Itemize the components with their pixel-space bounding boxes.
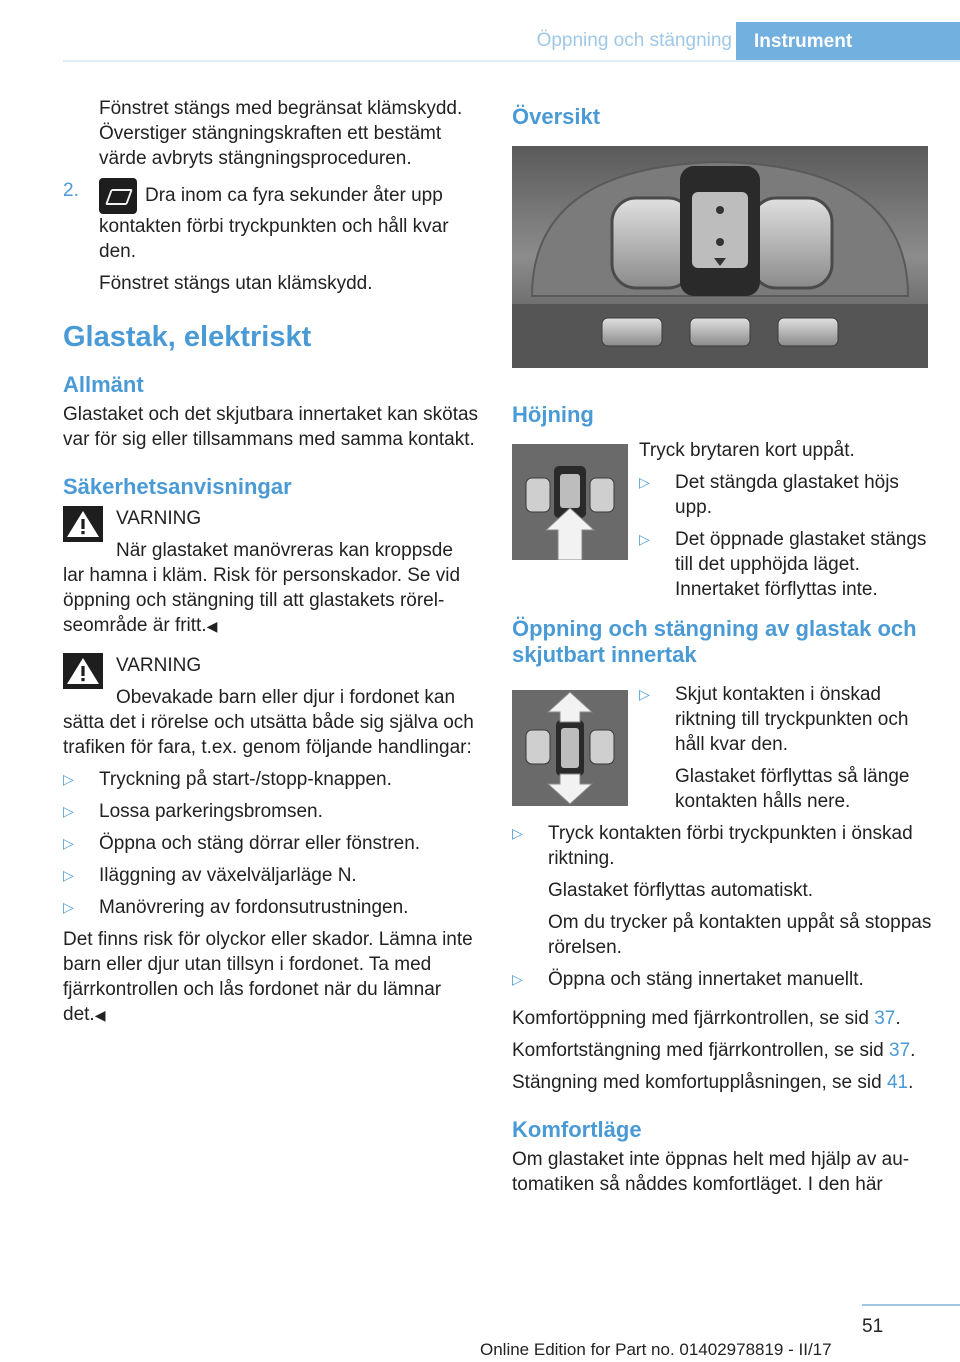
oppning-bullets <box>512 821 932 992</box>
warning-2-bullets <box>63 767 480 920</box>
warning-triangle-icon <box>63 506 103 542</box>
heading-oversikt: Översikt <box>512 104 601 129</box>
heading-komfortlage: Komfortläge <box>512 1117 642 1142</box>
list-item: ▷ Det stängda glastaket höjs upp. <box>639 472 899 518</box>
warning-1-text: När glastaket manövreras kan kroppsde lar hamna i kläm. Risk för personskador. Se vid öppning och stängning till att glastakets rörelseområde är fritt.◀ <box>63 540 461 636</box>
allmant-text: Glastaket och det skjutbara innertaket kan skötas var för sig eller tillsammans med samma kontakt. <box>63 404 479 450</box>
running-header-tab: Instrument <box>736 22 960 62</box>
step-2-number: 2. <box>63 180 79 201</box>
komfortlage-text: Om glastaket inte öppnas helt med hjälp av automatiken så nåddes komfortläget. I den här <box>512 1149 910 1195</box>
list-item: ▷ Tryck kontakten förbi tryckpunkten i önskad riktning. Glastaket förflyttas automatiskt. Om du trycker på kontakten uppåt så stoppas rörelsen. <box>512 823 932 958</box>
list-item: ▷ Skjut kontakten i önskad riktning till tryckpunkten och håll kvar den. Glastaket förflyttas så länge kontakten hålls nere. <box>639 684 910 812</box>
oppning-section <box>512 682 932 814</box>
step-2-text: Dra inom ca fyra sekunder åter upp kontakten förbi tryckpunkten och håll kvar den. <box>99 185 449 262</box>
warning-2-text: Obevakade barn eller djur i fordonet kan sätta det i rörelse och utsätta både sig själva och trafiken för fara, t.ex. genom följande handlingar: <box>63 687 474 758</box>
switch-push-up-photo <box>512 444 628 560</box>
page-number: 51 <box>862 1316 884 1337</box>
warning-2-label: VARNING <box>116 655 202 676</box>
intro-text: Fönstret stängs med begränsat klämskydd. Överstiger stängningskraften ett bestämt värde avbryts stängningsproceduren. <box>99 98 463 169</box>
list-item: ▷ Manövrering av fordonsutrustningen. <box>63 897 409 918</box>
hojning-text: Tryck brytaren kort uppåt. <box>639 440 855 461</box>
window-switch-icon <box>99 178 137 214</box>
komfort-close-text: Komfortstängning med fjärrkontrollen, se sid 37. <box>512 1040 916 1061</box>
switch-slide-photo <box>512 690 628 806</box>
heading-oppning: Öppning och stängning av glastak och skjutbart innertak <box>512 616 917 667</box>
komfort-open-text: Komfortöppning med fjärrkontrollen, se sid 37. <box>512 1008 901 1029</box>
edition-note: Online Edition for Part no. 01402978819 - II/17 <box>480 1340 832 1359</box>
heading-glastak: Glastak, elektriskt <box>63 321 312 353</box>
list-item: ▷ Tryckning på start-/stopp-knappen. <box>63 769 392 790</box>
step-2-result: Fönstret stängs utan klämskydd. <box>99 273 373 294</box>
list-item: ▷ Iläggning av växelväljarläge N. <box>63 865 357 886</box>
list-item: ▷ Öppna och stäng dörrar eller fönstren. <box>63 833 421 854</box>
right-column <box>512 96 932 1204</box>
warning-1-label: VARNING <box>116 508 202 529</box>
page-link[interactable]: 37 <box>889 1040 911 1061</box>
list-item: ▷ Öppna och stäng innertaket manuellt. <box>512 969 864 990</box>
end-marker: ◀ <box>94 1007 106 1023</box>
end-marker: ◀ <box>206 618 218 634</box>
step-2 <box>63 178 480 264</box>
running-header-section: Öppning och stängning <box>536 30 732 51</box>
komfort-blow-text: Stängning med komfortupplåsningen, se sid 41. <box>512 1072 914 1093</box>
closing-text: Det finns risk för olyckor eller skador. Lämna inte barn eller djur utan tillsyn i fordonet. Ta med fjärrkontrollen och lås fordonet när du lämnar det.◀ <box>63 929 473 1025</box>
heading-sakerhet: Säkerhetsanvisningar <box>63 474 292 499</box>
heading-hojning: Höjning <box>512 402 594 427</box>
warning-1 <box>63 506 480 639</box>
header-rule <box>63 60 960 62</box>
heading-allmant: Allmänt <box>63 372 144 397</box>
list-item: ▷ Det öppnade glastaket stängs till det upphöjda läget. Innertaket förflyttas inte. <box>639 529 927 600</box>
warning-triangle-icon <box>63 653 103 689</box>
hojning-section <box>512 438 932 600</box>
overview-photo <box>512 146 928 368</box>
list-item: ▷ Lossa parkeringsbromsen. <box>63 801 323 822</box>
footer-rule <box>862 1304 960 1306</box>
page-link[interactable]: 37 <box>874 1008 896 1029</box>
page-link[interactable]: 41 <box>886 1072 909 1093</box>
left-column <box>63 96 480 1035</box>
warning-2 <box>63 653 480 760</box>
